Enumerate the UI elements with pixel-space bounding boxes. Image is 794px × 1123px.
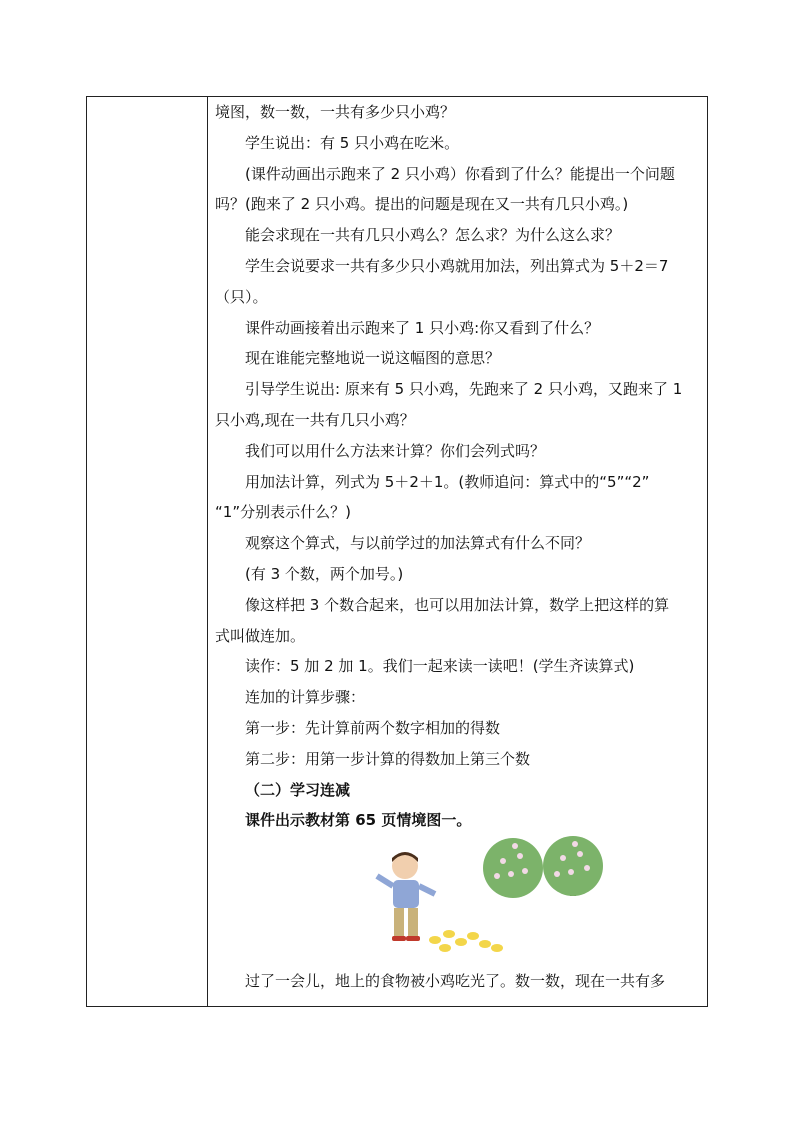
text-line-16: (有 3 个数，两个加号。) xyxy=(245,564,404,583)
text-line-7: （只）。 xyxy=(215,287,268,306)
text-line-6: 学生会说要求一共有多少只小鸡就用加法，列出算式为 5＋2＝7 xyxy=(245,256,669,275)
lesson-content xyxy=(215,97,701,997)
text-line-2: 学生说出：有 5 只小鸡在吃米。 xyxy=(245,133,460,152)
text-line-19: 读作：5 加 2 加 1。我们一起来读一读吧！(学生齐读算式) xyxy=(245,657,635,676)
text-line-22: 第二步：用第一步计算的得数加上第三个数 xyxy=(245,749,531,768)
boy-figure xyxy=(377,852,435,941)
text-line-3: (课件动画出示跑来了 2 只小鸡）你看到了什么？能提出一个问题 xyxy=(245,164,675,183)
column-divider xyxy=(207,97,208,1006)
text-line-10: 引导学生说出: 原来有 5 只小鸡，先跑来了 2 只小鸡，又跑来了 1 xyxy=(245,380,683,399)
text-line-18: 式叫做连加。 xyxy=(215,626,306,645)
text-line-11: 只小鸡,现在一共有几只小鸡？ xyxy=(215,410,415,429)
tree-left xyxy=(483,838,543,898)
text-line-21: 第一步：先计算前两个数字相加的得数 xyxy=(245,718,501,737)
text-line-14: “1”分别表示什么？) xyxy=(215,503,351,522)
boy-chicks-trees-image xyxy=(365,836,625,966)
lesson-table xyxy=(86,96,708,1007)
text-line-17: 像这样把 3 个数合起来，也可以用加法计算，数学上把这样的算 xyxy=(245,595,670,614)
text-line-5: 能会求现在一共有几只小鸡么？怎么求？为什么这么求？ xyxy=(245,226,621,245)
courseware-note: 课件出示教材第 65 页情境图一。 xyxy=(245,811,472,830)
text-line-20: 连加的计算步骤： xyxy=(245,688,366,707)
text-line-4: 吗？(跑来了 2 只小鸡。提出的问题是现在又一共有几只小鸡。) xyxy=(215,195,629,214)
textbook-illustration xyxy=(365,836,625,966)
chicks xyxy=(429,930,503,952)
text-line-9: 现在谁能完整地说一说这幅图的意思？ xyxy=(245,349,501,368)
text-line-13: 用加法计算，列式为 5＋2＋1。(教师追问：算式中的“5”“2” xyxy=(245,472,650,491)
text-line-1: 境图，数一数，一共有多少只小鸡？ xyxy=(215,103,456,121)
text-line-15: 观察这个算式，与以前学过的加法算式有什么不同？ xyxy=(245,534,591,553)
text-line-8: 课件动画接着出示跑来了 1 只小鸡:你又看到了什么？ xyxy=(245,318,600,337)
text-line-last: 过了一会儿，地上的食物被小鸡吃光了。数一数，现在一共有多 xyxy=(245,972,666,991)
tree-right xyxy=(543,836,603,896)
section-heading: （二）学习连减 xyxy=(245,780,351,799)
text-line-12: 我们可以用什么方法来计算？你们会列式吗？ xyxy=(245,441,546,460)
